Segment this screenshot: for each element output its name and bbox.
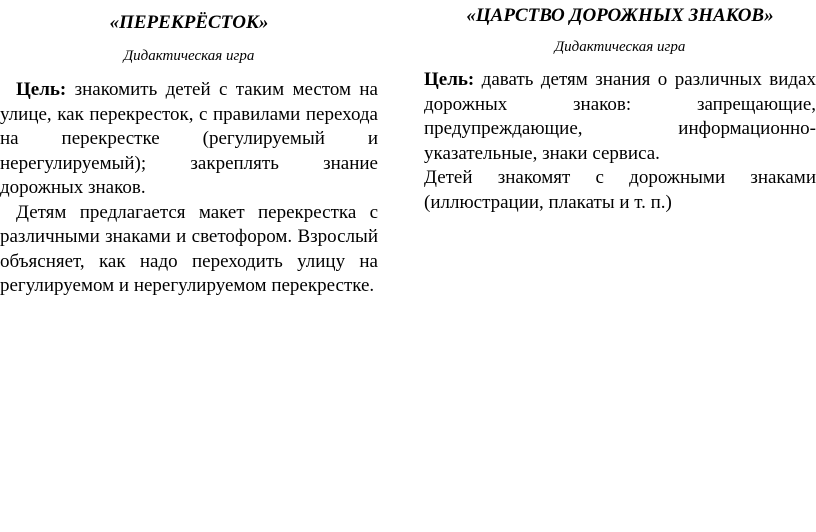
game-subtitle: Дидактическая игра [554,39,686,55]
game-title: «ПЕРЕКРЁСТОК» [109,12,269,33]
goal-label: Цель: [16,79,67,100]
game-description: Детям предлагается макет перекрестка с различными знаками и светофором. Взрослый объясняет, как надо переходить улицу на регулируемом и нерегулируемом перекрестке. [0,201,378,296]
game-goal [424,68,816,166]
goal-text: знакомить детей с таким местом на улице, как перекресток, с правилами перехода на перекрестке (регулируемый и нерегулируемый); закреплять знание дорожных знаков. [0,79,378,198]
game-title: «ЦАРСТВО ДОРОЖНЫХ ЗНАКОВ» [466,5,774,26]
goal-text: давать детям знания о различных видах дорожных знаков: запрещающие, предупреждающие, информационно-указательные, знаки сервиса. [424,69,816,164]
game-card-road-signs-kingdom [424,0,816,215]
game-card-crossroads [0,0,378,299]
game-subtitle: Дидактическая игра [123,48,255,64]
game-description: Детей знакомят с дорожными знаками (иллюстрации, плакаты и т. п.) [424,167,816,213]
goal-label: Цель: [424,69,475,90]
game-goal [0,78,378,201]
